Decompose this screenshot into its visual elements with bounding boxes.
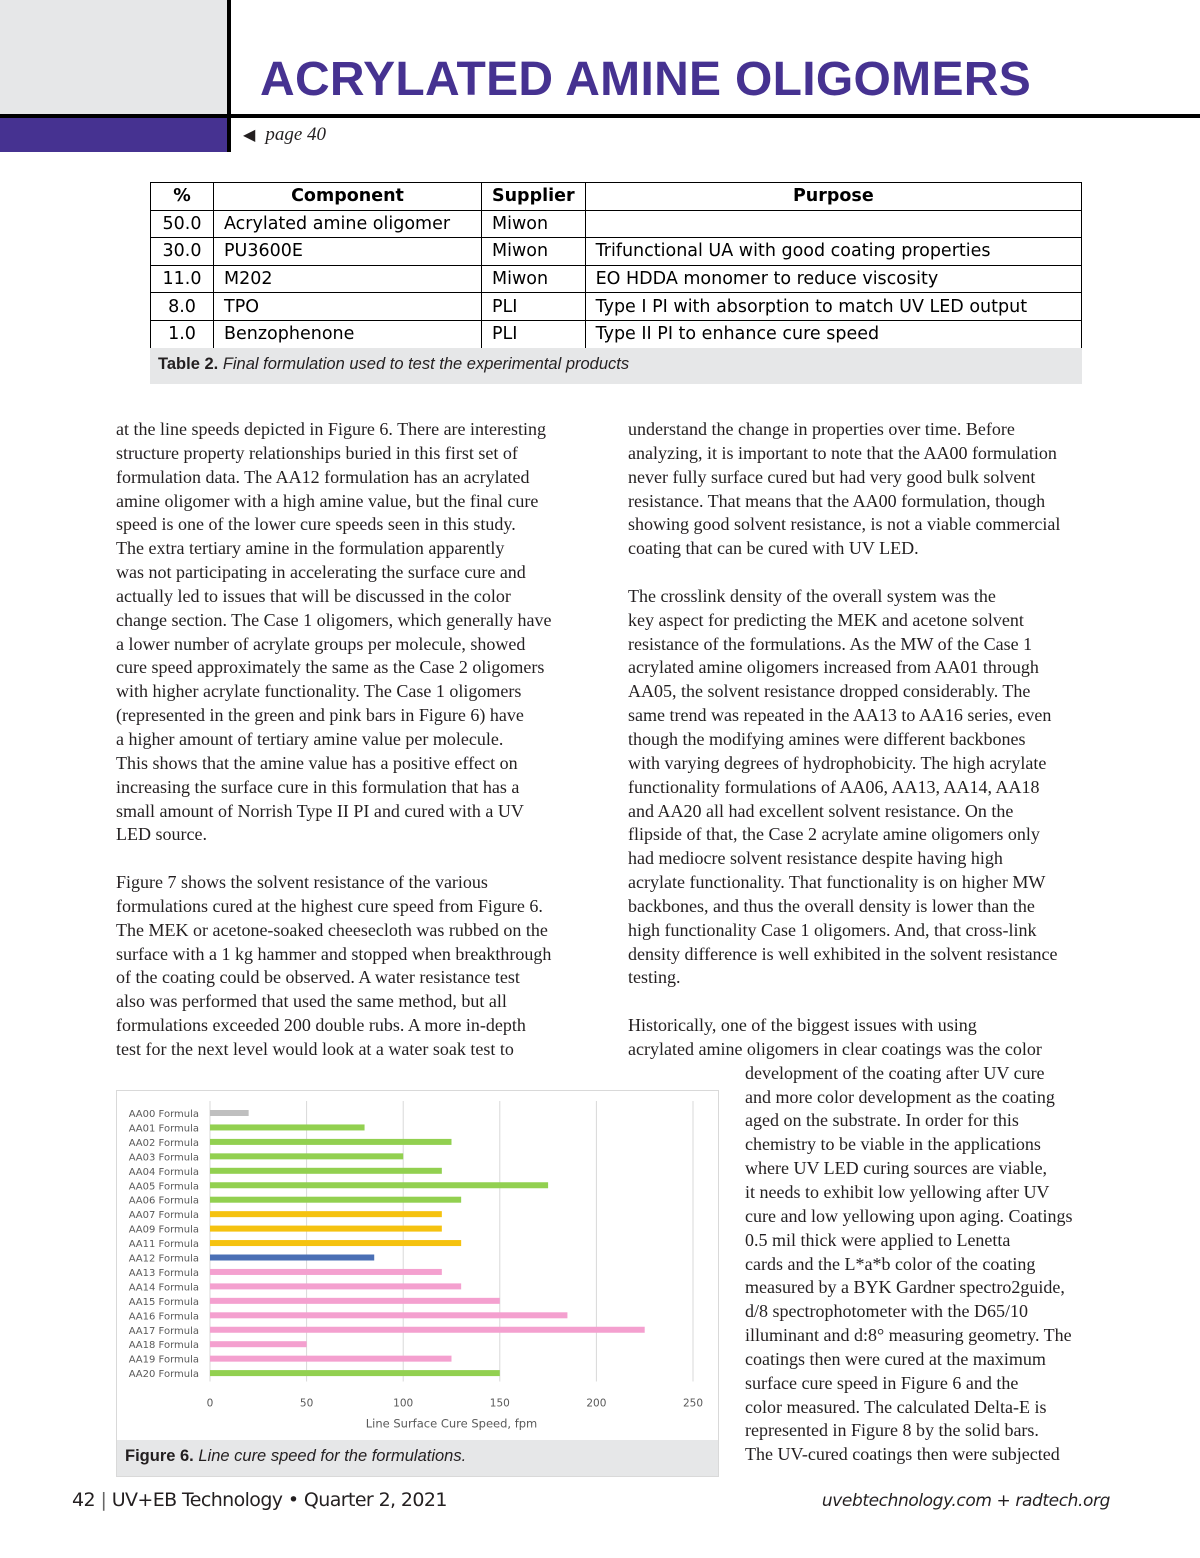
text-line: formulations cured at the highest cure speed from Figure 6. [116, 895, 543, 916]
table-row [151, 320, 1082, 348]
text-line: acrylate functionality. That functionality is on higher MW [628, 872, 1046, 893]
category-label: AA07 Formula [128, 1210, 199, 1222]
formulation-table [150, 182, 1082, 349]
bar [210, 1168, 442, 1174]
text-line: Figure 7 shows the solvent resistance of the various [116, 872, 488, 893]
table-cell: Benzophenone [214, 320, 482, 348]
x-tick-label: 100 [393, 1397, 414, 1410]
text-line: key aspect for predicting the MEK and acetone solvent [628, 609, 1024, 630]
bar [210, 1298, 500, 1304]
text-line: resistance of the formulations. As the MW of the Case 1 [628, 633, 1033, 654]
text-line: and more color development as the coating [745, 1086, 1055, 1107]
table-row [151, 238, 1082, 266]
footer-separator: | [100, 1489, 107, 1511]
text-line: actually led to issues that will be discussed in the color [116, 585, 511, 606]
bar [210, 1341, 307, 1347]
category-label: AA19 Formula [128, 1354, 199, 1366]
page-title: ACRYLATED AMINE OLIGOMERS [260, 53, 1032, 106]
category-label: AA03 Formula [128, 1152, 199, 1164]
bar [210, 1153, 403, 1159]
text-line: acrylated amine oligomers increased from AA01 through [628, 657, 1039, 678]
table-header: Purpose [585, 183, 1081, 211]
left-triangle-icon: ◀ [243, 127, 256, 144]
bar [210, 1283, 461, 1289]
bar [210, 1124, 365, 1130]
text-line [628, 561, 1072, 585]
text-line: same trend was repeated in the AA13 to AA16 series, even [628, 705, 1052, 726]
text-line: 0.5 mil thick were applied to Lenetta [745, 1229, 1011, 1250]
text-line: cure and low yellowing upon aging. Coatings [745, 1205, 1073, 1226]
header-purple-bar [0, 118, 227, 152]
text-line: The UV-cured coatings then were subjected [745, 1444, 1060, 1465]
table-header: Component [214, 183, 482, 211]
text-line: d/8 spectrophotometer with the D65/10 [745, 1301, 1028, 1322]
category-label: AA11 Formula [128, 1239, 199, 1251]
text-line: surface with a 1 kg hammer and stopped when breakthrough [116, 943, 552, 964]
text-line: testing. [628, 967, 681, 988]
table-cell: Acrylated amine oligomer [214, 210, 482, 238]
table-row [151, 210, 1082, 238]
text-line: test for the next level would look at a water soak test to [116, 1038, 514, 1059]
text-line: This shows that the amine value has a positive effect on [116, 752, 518, 773]
text-line: was not participating in accelerating the surface cure and [116, 562, 526, 583]
bar [210, 1211, 442, 1217]
text-line: (represented in the green and pink bars in Figure 6) have [116, 705, 524, 726]
text-line: analyzing, it is important to note that the AA00 formulation [628, 442, 1057, 463]
text-line: backbones, and thus the overall density is lower than the [628, 895, 1035, 916]
text-line: change section. The Case 1 oligomers, which generally have [116, 609, 552, 630]
publication-name: UV+EB Technology • Quarter 2, 2021 [111, 1489, 447, 1511]
bar [210, 1197, 461, 1203]
figure-caption-text: Line cure speed for the formulations. [198, 1447, 467, 1465]
table-cell: Type I PI with absorption to match UV LED output [585, 293, 1081, 321]
table-cell: M202 [214, 265, 482, 293]
bar [210, 1269, 442, 1275]
bar [210, 1255, 374, 1261]
x-axis-label: Line Surface Cure Speed, fpm [365, 1416, 538, 1431]
figure-caption [117, 1440, 718, 1476]
bar [210, 1182, 548, 1188]
footer-left [72, 1489, 447, 1511]
text-line: structure property relationships buried in this first set of [116, 442, 518, 463]
text-line: cure speed approximately the same as the Case 2 oligomers [116, 657, 545, 678]
table-cell: 11.0 [151, 265, 214, 293]
text-line: high functionality Case 1 oligomers. And, that cross-link [628, 919, 1037, 940]
x-tick-label: 250 [682, 1397, 704, 1410]
table-cell: PLI [482, 293, 586, 321]
text-line: coating that can be cured with UV LED. [628, 538, 919, 559]
text-line: flipside of that, the Case 2 acrylate amine oligomers only [628, 824, 1040, 845]
text-line: Historically, one of the biggest issues with using [628, 1015, 977, 1036]
text-line: at the line speeds depicted in Figure 6. There are interesting [116, 419, 547, 439]
page-reference-text: page 40 [265, 124, 326, 145]
text-line: measured by a BYK Gardner spectro2guide, [745, 1277, 1065, 1298]
text-line: The extra tertiary amine in the formulation apparently [116, 538, 505, 559]
text-line: acrylated amine oligomers in clear coatings was the color [628, 1038, 1042, 1059]
text-line [116, 847, 552, 871]
table-caption-text: Final formulation used to test the experimental products [222, 355, 630, 373]
text-line: showing good solvent resistance, is not a viable commercial [628, 514, 1061, 535]
text-line: surface cure speed in Figure 6 and the [745, 1372, 1019, 1393]
bar [210, 1327, 645, 1333]
text-line: LED source. [116, 824, 207, 845]
body-column-left [116, 418, 552, 1062]
text-line: with higher acrylate functionality. The Case 1 oligomers [116, 681, 522, 702]
table-cell: 50.0 [151, 210, 214, 238]
category-label: AA20 Formula [128, 1369, 199, 1381]
x-tick-label: 150 [489, 1397, 510, 1410]
bar-chart [117, 1091, 717, 1441]
category-label: AA18 Formula [128, 1340, 199, 1352]
bar [210, 1110, 249, 1116]
category-label: AA15 Formula [128, 1296, 199, 1308]
table-cell: 30.0 [151, 238, 214, 266]
text-line: never fully surface cured but had very good bulk solvent [628, 466, 1036, 487]
text-line: The MEK or acetone-soaked cheesecloth was rubbed on the [116, 919, 548, 940]
text-line: had mediocre solvent resistance despite having high [628, 848, 1003, 869]
text-line: also was performed that used the same method, but all [116, 991, 507, 1012]
text-line: small amount of Norrish Type II PI and cured with a UV [116, 800, 524, 821]
text-line: color measured. The calculated Delta-E is [745, 1396, 1047, 1417]
table-cell: Miwon [482, 210, 586, 238]
text-line: resistance. That means that the AA00 formulation, though [628, 490, 1046, 511]
table-cell: EO HDDA monomer to reduce viscosity [585, 265, 1081, 293]
category-label: AA13 Formula [128, 1267, 199, 1279]
text-line: formulation data. The AA12 formulation has an acrylated [116, 466, 530, 487]
category-label: AA02 Formula [128, 1137, 199, 1149]
header-divider-vertical [227, 0, 231, 152]
text-line: AA05, the solvent resistance dropped considerably. The [628, 681, 1031, 702]
x-tick-label: 200 [586, 1397, 607, 1410]
text-line: development of the coating after UV cure [745, 1062, 1045, 1083]
category-label: AA12 Formula [128, 1253, 199, 1265]
text-line: speed is one of the lower cure speeds seen in this study. [116, 514, 516, 535]
category-label: AA01 Formula [128, 1123, 199, 1135]
header-gray-block [0, 0, 228, 115]
bar [210, 1139, 452, 1145]
text-line: a higher amount of tertiary amine value per molecule. [116, 728, 504, 749]
figure-caption-label: Figure 6. [125, 1447, 194, 1465]
category-label: AA09 Formula [128, 1224, 199, 1236]
table-cell [585, 210, 1081, 238]
text-line: illuminant and d:8° measuring geometry. The [745, 1325, 1072, 1346]
text-line: where UV LED curing sources are viable, [745, 1158, 1048, 1179]
table-cell: Type II PI to enhance cure speed [585, 320, 1081, 348]
category-label: AA17 Formula [128, 1325, 199, 1337]
table-cell: 8.0 [151, 293, 214, 321]
table-header: Supplier [482, 183, 586, 211]
table-cell: Trifunctional UA with good coating properties [585, 238, 1081, 266]
table-cell: PLI [482, 320, 586, 348]
table-cell: TPO [214, 293, 482, 321]
text-line: of the coating could be observed. A water resistance test [116, 967, 520, 988]
x-tick-label: 0 [206, 1397, 214, 1410]
text-line: and AA20 all had excellent solvent resistance. On the [628, 800, 1014, 821]
text-line: coatings then were cured at the maximum [745, 1348, 1046, 1369]
table-cell: Miwon [482, 238, 586, 266]
x-tick-label: 50 [299, 1397, 314, 1410]
bar [210, 1312, 567, 1318]
text-line: it needs to exhibit low yellowing after UV [745, 1182, 1050, 1202]
text-line: with varying degrees of hydrophobicity. The high acrylate [628, 752, 1047, 773]
page-reference-link[interactable] [243, 124, 326, 146]
text-line: represented in Figure 8 by the solid bars. [745, 1420, 1039, 1441]
text-line: amine oligomer with a high amine value, but the final cure [116, 490, 539, 511]
table-cell: Miwon [482, 265, 586, 293]
text-line: aged on the substrate. In order for this [745, 1110, 1019, 1131]
figure-6-chart [116, 1090, 719, 1477]
category-label: AA14 Formula [128, 1282, 199, 1294]
category-label: AA16 Formula [128, 1311, 199, 1323]
text-line: though the modifying amines were different backbones [628, 728, 1026, 749]
category-label: AA06 Formula [128, 1195, 199, 1207]
table-caption [150, 348, 1082, 384]
text-line: The crosslink density of the overall system was the [628, 585, 996, 606]
bar [210, 1240, 461, 1246]
text-line: understand the change in properties over time. Before [628, 419, 1015, 439]
category-label: AA05 Formula [128, 1181, 199, 1193]
bar [210, 1370, 500, 1376]
text-line [628, 990, 1072, 1014]
text-line: increasing the surface cure in this formulation that has a [116, 776, 520, 797]
category-label: AA00 Formula [128, 1109, 199, 1120]
bar [210, 1226, 442, 1232]
text-line: a lower number of acrylate groups per molecule, showed [116, 633, 526, 654]
header-divider-horizontal [0, 114, 1200, 118]
table-cell: 1.0 [151, 320, 214, 348]
category-label: AA04 Formula [128, 1166, 199, 1178]
text-line: chemistry to be viable in the applications [745, 1134, 1041, 1155]
page-number: 42 [72, 1489, 95, 1511]
bar [210, 1356, 452, 1362]
table-caption-label: Table 2. [158, 355, 219, 373]
text-line: functionality formulations of AA06, AA13, AA14, AA18 [628, 776, 1040, 797]
text-line: cards and the L*a*b color of the coating [745, 1253, 1036, 1274]
text-line: density difference is well exhibited in the solvent resistance [628, 943, 1058, 964]
table-row [151, 265, 1082, 293]
table-header: % [151, 183, 214, 211]
table-row [151, 293, 1082, 321]
text-line: formulations exceeded 200 double rubs. A more in-depth [116, 1015, 526, 1036]
footer-sites[interactable]: uvebtechnology.com + radtech.org [821, 1491, 1110, 1511]
table-cell: PU3600E [214, 238, 482, 266]
